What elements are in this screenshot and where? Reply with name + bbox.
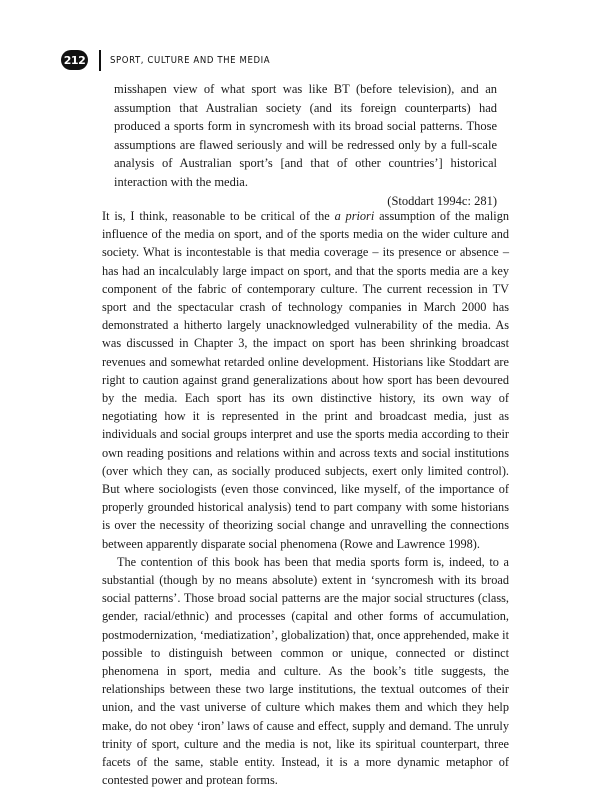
quote-text: misshapen view of what sport was like BT (before television), and an assumption that Australian society (and its foreign counterparts) had produced a sports form in syncromesh with its broad social patterns. Those assumptions are flawed seriously and will be redressed only by a full-scale analysis of Australian sport’s [and that of other countries’] historical interaction with the media.	[114, 82, 497, 189]
italic-term: a priori	[334, 209, 375, 223]
body-text	[102, 207, 509, 790]
running-title: SPORT, CULTURE AND THE MEDIA	[110, 54, 271, 66]
paragraph-1-start: It is, I think, reasonable to be critical of the	[102, 209, 335, 223]
paragraph-1-rest: assumption of the malign influence of the media on sport, and of the sports media on the wider culture and society. What is incontestable is that media coverage – its presence or absence – has had an incalculably large impact on sport, and that the sports media are a key component of the fabric of contemporary culture. The current recession in TV sport and the spectacular crash of technology companies in March 2000 has demonstrated a hitherto largely unacknowledged vulnerability of the media. As was discussed in Chapter 3, the impact on sport has been shrinking broadcast revenues and somewhat retarded online development. Historians like Stoddart are right to caution against grand generalizations about how sport has been devoured by the media. Each sport has its own distinctive history, its own way of negotiating how it is represented in the print and broadcast media, just as individuals and social groups interpret and use the sports media according to their own reading positions and relations within and across texts and social institutions (over which they can, as socially produced subjects, exert only limited control). But where sociologists (even those convinced, like myself, of the importance of properly grounded historical analysis) tend to part company with some historians is over the necessity of theorizing social change and unravelling the connections between apparently disparate social phenomena (Rowe and Lawrence 1998).	[102, 209, 509, 551]
running-header	[61, 47, 270, 73]
paragraph-1	[102, 207, 509, 553]
header-divider	[99, 50, 101, 71]
paragraph-2: The contention of this book has been that media sports form is, indeed, to a substantial (though by no means absolute) extent in ‘syncromesh with its broad social patterns’. Those broad social patterns are the major social structures (class, gender, racial/ethnic) and processes (capital and other forms of accumulation, postmodernization, ‘mediatization’, globalization) that, once apprehended, make it possible to distinguish between common or unique, connected or distinct phenomena in sport, media and culture. As the book’s title suggests, the relationships between these two large institutions, the textual outcomes of their union, and the vast universe of culture which makes them and which they help make, do not obey ‘iron’ laws of cause and effect, supply and demand. The unruly trinity of sport, culture and the media is not, like its spiritual counterpart, three facets of the same, stable entity. Instead, it is a more dynamic metaphor of contested power and protean forms.	[102, 554, 509, 788]
quote-citation: (Stoddart 1994c: 281)	[387, 193, 497, 208]
page-number-badge: 212	[61, 50, 88, 70]
block-quote	[114, 80, 497, 210]
